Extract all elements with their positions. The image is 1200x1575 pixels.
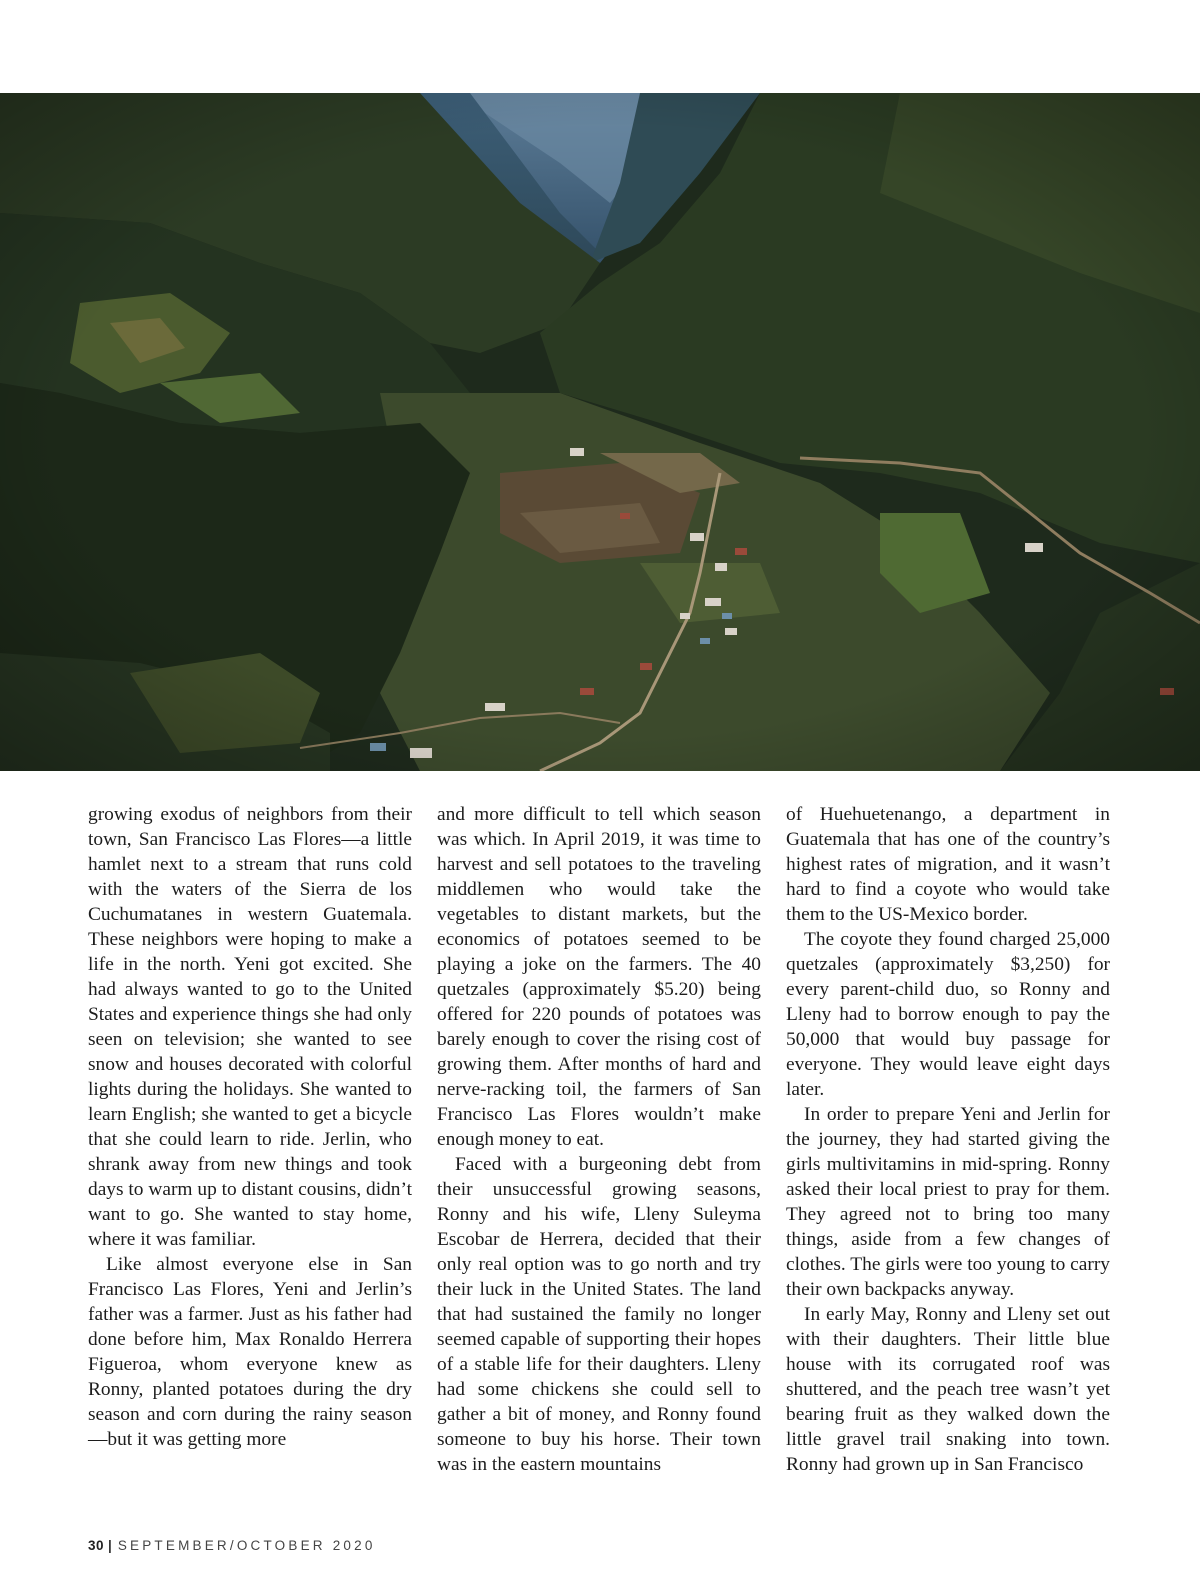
paragraph: Faced with a burgeoning debt from their unsuccessful growing seasons, Ronny and his wife, Lleny Suleyma Escobar de Herrera, decided that their only real option was to go north and try their luck in the United States. The land that had sustained the family no longer seemed capable of supporting their hopes of a stable life for their daughters. Lleny had some chickens she could sell to gather a bit of money, and Ronny found someone to buy his horse. Their town was in the eastern mountains bbox=[437, 1154, 761, 1475]
valley-photo bbox=[0, 93, 1200, 771]
paragraph: growing exodus of neighbors from their town, San Francisco Las Flores—a little hamlet next to a stream that runs cold with the waters of the Sierra de los Cuchumatanes in western Guatemala. These neighbors were hoping to make a life in the north. Yeni got excited. She had always wanted to go to the United States and experience things she had only seen on television; she wanted to see snow and houses decorated with colorful lights during the holidays. She wanted to learn English; she wanted to get a bicycle that she could learn to ride. Jerlin, who shrank away from new things and took days to warm up to distant cousins, didn’t want to go. She wanted to stay home, where it was familiar. bbox=[88, 804, 412, 1250]
paragraph: Like almost everyone else in San Francisco Las Flores, Yeni and Jerlin’s father was a farmer. Just as his father had done before him, Max Ronaldo Herrera Figueroa, whom everyone knew as Ronny, planted potatoes during the dry season and corn during the rainy season—but it was getting more bbox=[88, 1254, 412, 1450]
page-footer bbox=[88, 1538, 376, 1553]
valley-photo-graphic bbox=[0, 93, 1200, 771]
paragraph: of Huehuetenango, a department in Guatemala that has one of the country’s highest rates of migration, and it wasn’t hard to find a coyote who would take them to the US-Mexico border. bbox=[786, 804, 1110, 925]
issue-date: SEPTEMBER/OCTOBER 2020 bbox=[117, 1538, 376, 1553]
article-body bbox=[88, 802, 1110, 1477]
paragraph: In order to prepare Yeni and Jerlin for the journey, they had started giving the girls multivitamins in mid-spring. Ronny asked their local priest to pray for them. They agreed not to bring too many things, aside from a few changes of clothes. The girls were too young to carry their own backpacks anyway. bbox=[786, 1104, 1110, 1300]
paragraph: The coyote they found charged 25,000 quetzales (approximately $3,250) for every parent-child duo, so Ronny and Lleny had to borrow enough to pay the 50,000 that would buy passage for everyone. They would leave eight days later. bbox=[786, 929, 1110, 1100]
article-column-2 bbox=[437, 802, 761, 1477]
footer-separator: | bbox=[108, 1538, 112, 1553]
paragraph: In early May, Ronny and Lleny set out with their daughters. Their little blue house with its corrugated roof was shuttered, and the peach tree wasn’t yet bearing fruit as they walked down the little gravel trail snaking into town. Ronny had grown up in San Francisco bbox=[786, 1304, 1110, 1475]
paragraph: and more difficult to tell which season was which. In April 2019, it was time to harvest and sell potatoes to the traveling middlemen who would take the vegetables to distant markets, but the economics of potatoes seemed to be playing a joke on the farmers. The 40 quetzales (approximately $5.20) being offered for 220 pounds of potatoes was barely enough to cover the rising cost of growing them. After months of hard and nerve-racking toil, the farmers of San Francisco Las Flores wouldn’t make enough money to eat. bbox=[437, 804, 761, 1150]
article-column-1 bbox=[88, 802, 412, 1477]
page-number: 30 bbox=[88, 1538, 105, 1553]
article-column-3 bbox=[786, 802, 1110, 1477]
